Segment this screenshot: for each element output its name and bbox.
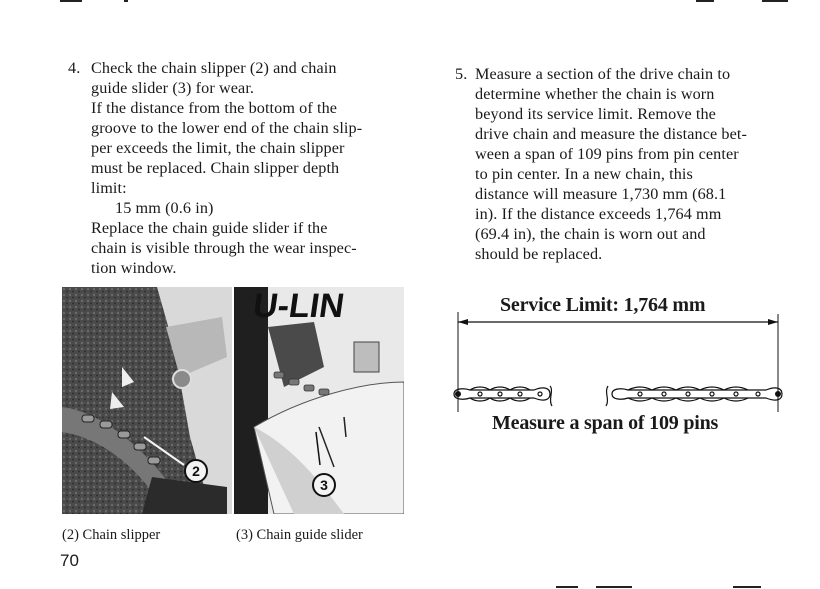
- top-edge-mark: [60, 0, 82, 2]
- text-line: chain is visible through the wear inspec-: [91, 239, 357, 257]
- chain-guide-slider-photo: [234, 287, 404, 514]
- chain-segment-right: [606, 386, 782, 406]
- step-5-text: [475, 64, 795, 264]
- bottom-edge-mark: [596, 586, 632, 588]
- arrow-left: [458, 319, 468, 325]
- text-line: limit:: [91, 179, 127, 197]
- text-line: Replace the chain guide slider if the: [91, 219, 328, 237]
- text-line: distance will measure 1,730 mm (68.1: [475, 185, 727, 203]
- chain-segment-left: [454, 386, 552, 406]
- text-line: tion window.: [91, 259, 177, 277]
- chain-slipper-photo: [62, 287, 232, 514]
- caption-chain-guide-slider: (3) Chain guide slider: [236, 527, 363, 543]
- service-limit-label: Service Limit: 1,764 mm: [500, 294, 706, 316]
- arrow-right: [768, 319, 778, 325]
- step-number: 4.: [68, 59, 81, 77]
- step-4-text: [91, 58, 413, 278]
- text-line: to pin center. In a new chain, this: [475, 165, 693, 183]
- bottom-edge-mark: [733, 586, 761, 588]
- text-line: guide slider (3) for wear.: [91, 79, 255, 97]
- text-line: must be replaced. Chain slipper depth: [91, 159, 340, 177]
- chain-slipper-illustration: [62, 287, 232, 514]
- text-line: ween a span of 109 pins from pin center: [475, 145, 739, 163]
- bottom-edge-mark: [556, 586, 578, 588]
- text-line: beyond its service limit. Remove the: [475, 105, 716, 123]
- caption-chain-slipper: (2) Chain slipper: [62, 527, 161, 543]
- span-label: Measure a span of 109 pins: [492, 412, 719, 434]
- text-line: should be replaced.: [475, 245, 603, 263]
- text-line: drive chain and measure the distance bet-: [475, 125, 747, 143]
- limit-value: 15 mm (0.6 in): [115, 199, 214, 217]
- top-edge-mark: [696, 0, 714, 2]
- text-line: groove to the lower end of the chain slip-: [91, 119, 363, 137]
- step-number: 5.: [455, 65, 468, 83]
- text-line: Measure a section of the drive chain to: [475, 65, 731, 83]
- photo-printed-text: U-LIN: [250, 287, 347, 325]
- text-line: determine whether the chain is worn: [475, 85, 715, 103]
- callout-3: 3: [312, 473, 336, 497]
- page-number: 70: [60, 551, 79, 570]
- top-edge-mark: [124, 0, 128, 2]
- text-line: (69.4 in), the chain is worn out and: [475, 225, 706, 243]
- callout-2: 2: [184, 459, 208, 483]
- text-line: in). If the distance exceeds 1,764 mm: [475, 205, 722, 223]
- top-edge-mark: [762, 0, 788, 2]
- text-line: If the distance from the bottom of the: [91, 99, 338, 117]
- text-line: per exceeds the limit, the chain slipper: [91, 139, 345, 157]
- chain-measurement-diagram: [450, 290, 790, 450]
- text-line: Check the chain slipper (2) and chain: [91, 59, 337, 77]
